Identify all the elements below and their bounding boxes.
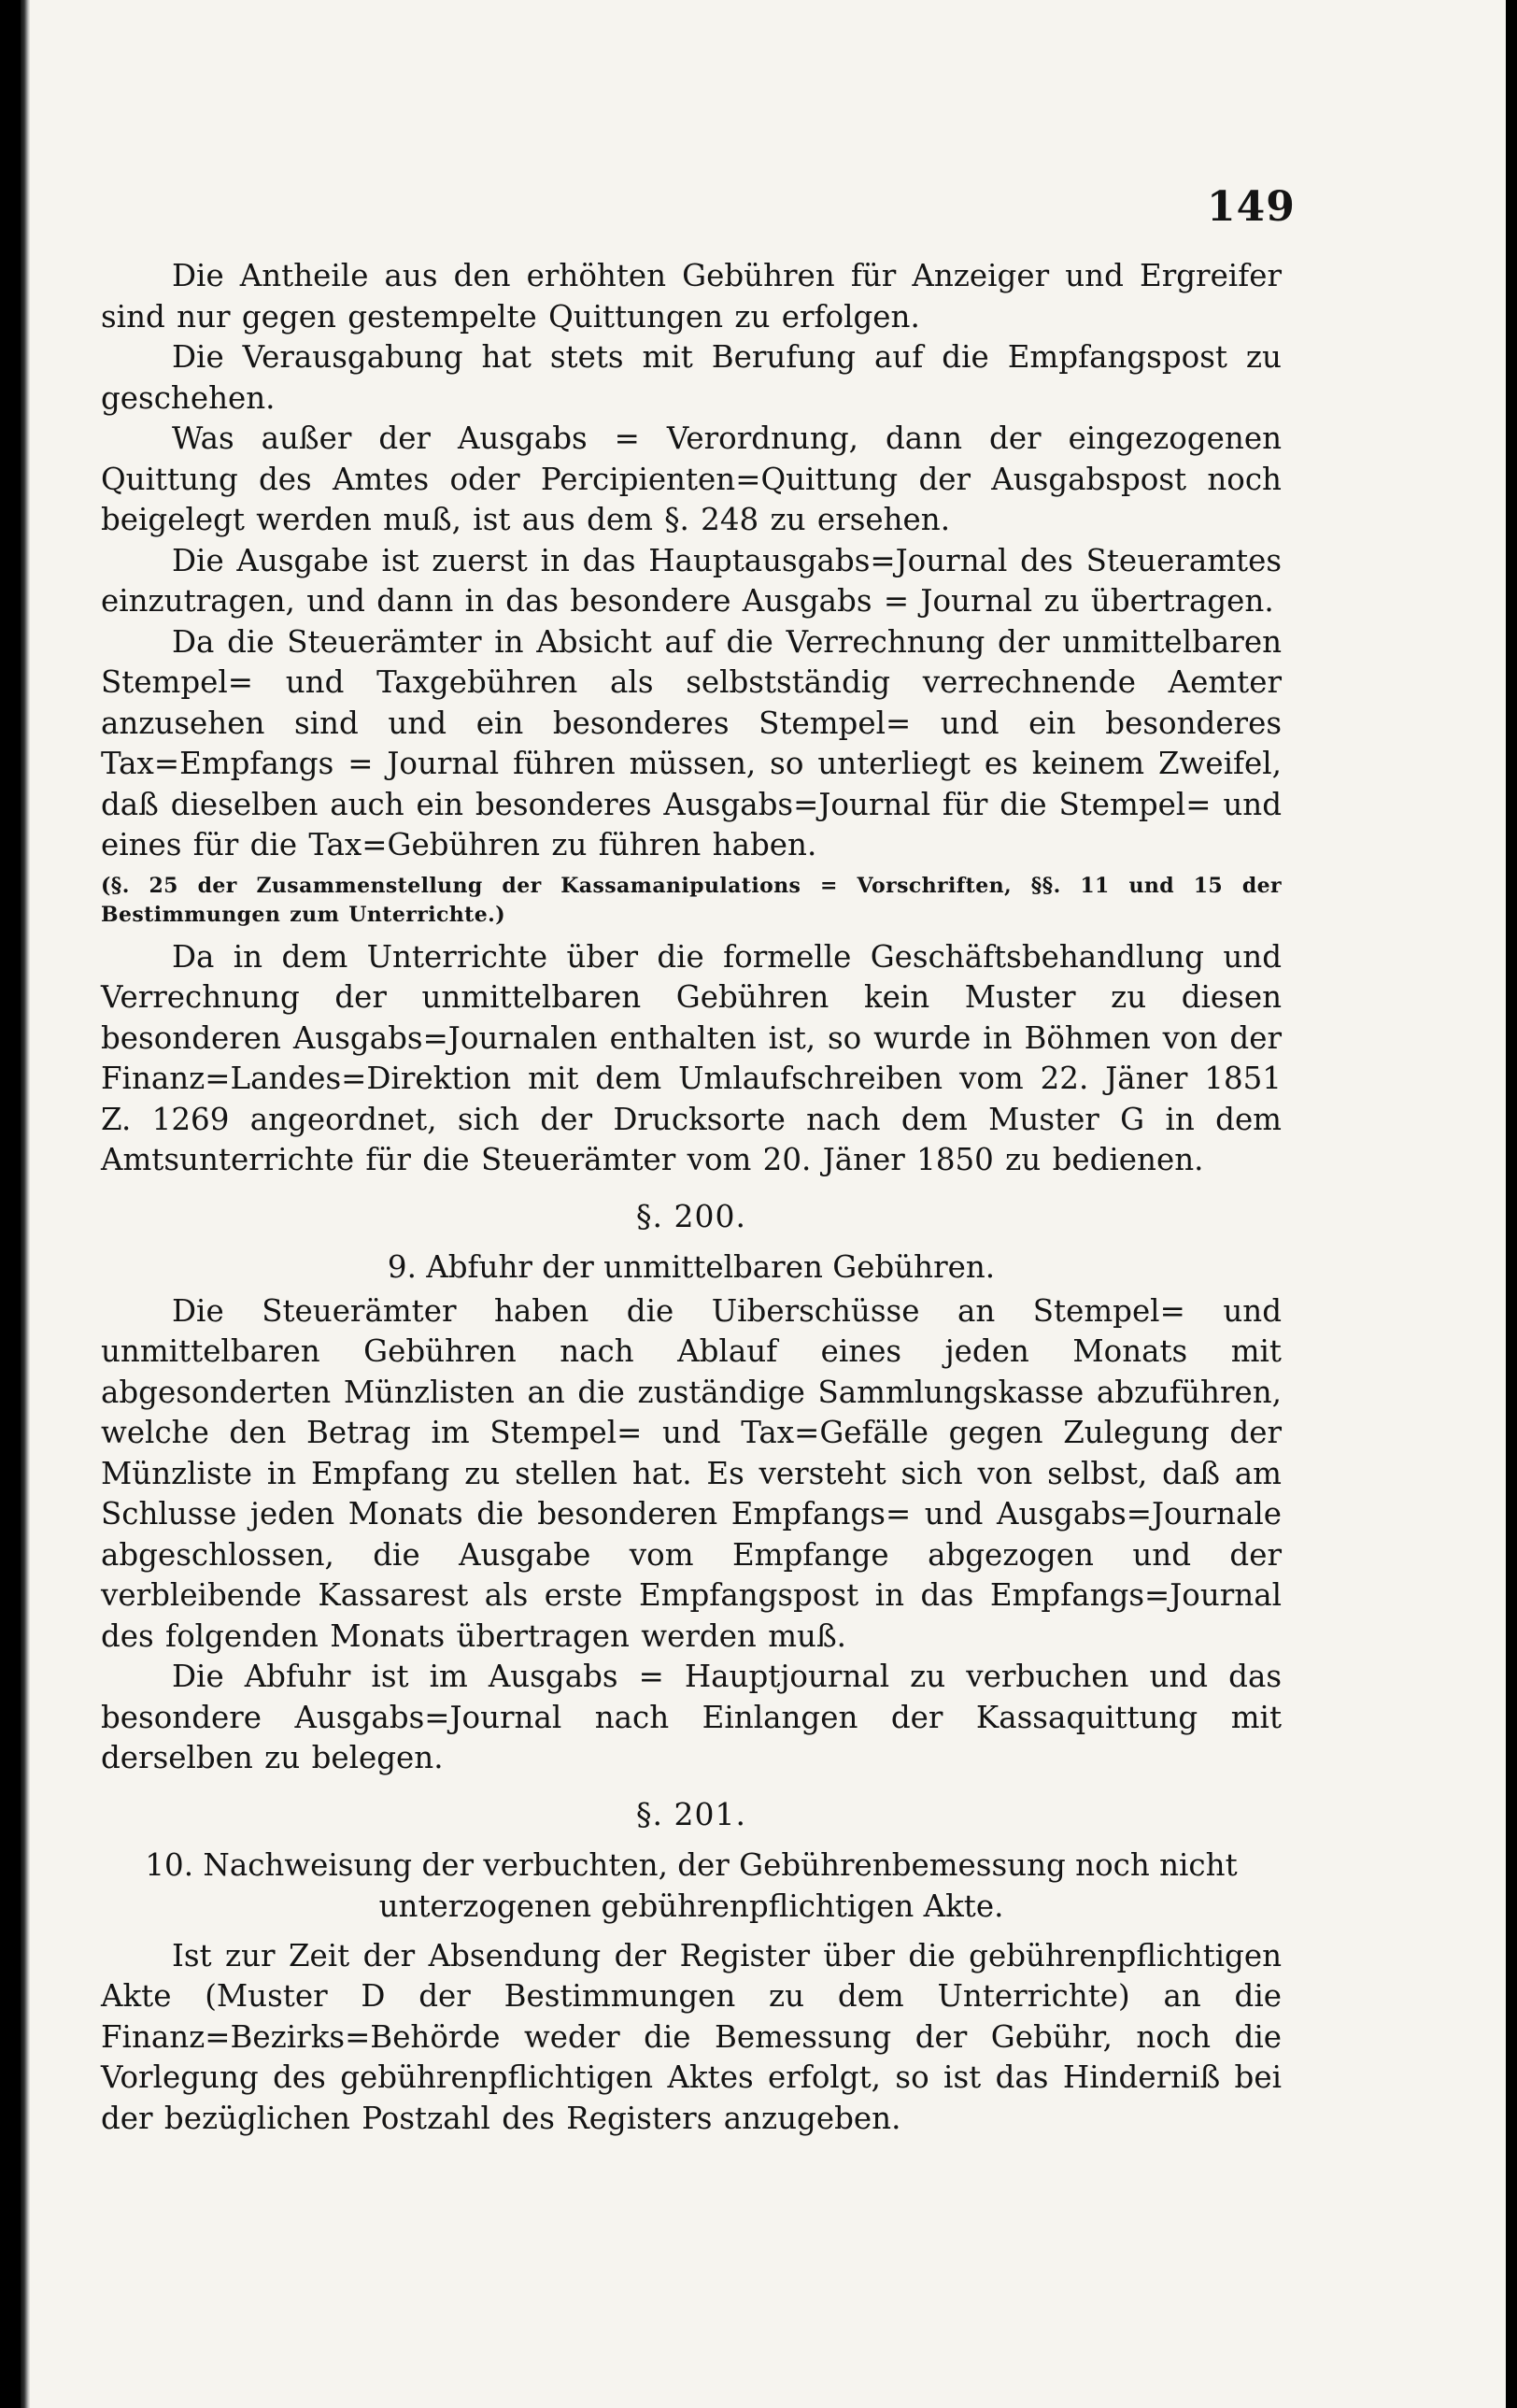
section-mark-200: §. 200. bbox=[636, 1197, 746, 1234]
page-number: 149 bbox=[1207, 183, 1296, 231]
paragraph: Die Ausgabe ist zuerst in das Hauptausgabs=Journal des Steueramtes einzutragen, und dann in das besondere Ausgabs = Journal zu übertragen. bbox=[101, 542, 1282, 619]
section-mark-201: §. 201. bbox=[636, 1795, 746, 1832]
paragraph: Da die Steuerämter in Absicht auf die Verrechnung der unmittelbaren Stempel= und Taxgebühren als selbstständig verrechnende Aemter anzusehen sind und ein besonderes Stempel= und ein besonderes Tax=Empfangs = Journal führen müssen, so unterliegt es keinem Zweifel, daß dieselben auch ein besonderes Ausgabs=Journal für die Stempel= und eines für die Tax=Gebühren zu führen haben. bbox=[101, 623, 1282, 862]
section-title-201: 10. Nachweisung der verbuchten, der Gebührenbemessung noch nicht unterzogenen gebührenpflichtigen Akte. bbox=[145, 1846, 1238, 1924]
paragraph: Die Steuerämter haben die Uiberschüsse an Stempel= und unmittelbaren Gebühren nach Ablauf eines jeden Monats mit abgesonderten Münzlisten an die zuständige Sammlungskasse abzuführen, welche den Betrag im Stempel= und Tax=Gefälle gegen Zulegung der Münzliste in Empfang zu stellen hat. Es versteht sich von selbst, daß am Schlusse jeden Monats die besonderen Empfangs= und Ausgabs=Journale abgeschlossen, die Ausgabe vom Empfange abgezogen und der verbleibende Kassarest als erste Empfangspost in das Empfangs=Journal des folgenden Monats übertragen werden muß. bbox=[101, 1292, 1282, 1654]
paragraph: Die Verausgabung hat stets mit Berufung auf die Empfangspost zu geschehen. bbox=[101, 339, 1282, 416]
paragraph: Da in dem Unterrichte über die formelle Geschäftsbehandlung und Verrechnung der unmittelbaren Gebühren kein Muster zu diesen besonderen Ausgabs=Journalen enthalten ist, so wurde in Böhmen von der Finanz=Landes=Direktion mit dem Umlaufschreiben vom 22. Jäner 1851 Z. 1269 angeordnet, sich der Drucksorte nach dem Muster G in dem Amtsunterrichte für die Steuerämter vom 20. Jäner 1850 zu bedienen. bbox=[101, 938, 1282, 1177]
body-text bbox=[101, 256, 1282, 2139]
paragraph: Die Antheile aus den erhöhten Gebühren für Anzeiger und Ergreifer sind nur gegen gestempelte Quittungen zu erfolgen. bbox=[101, 258, 1282, 335]
footnote-reference: (§. 25 der Zusammenstellung der Kassamanipulations = Vorschriften, §§. 11 und 15 der Bestimmungen zum Unterrichte.) bbox=[101, 873, 1282, 927]
section-title-200: 9. Abfuhr der unmittelbaren Gebühren. bbox=[387, 1248, 996, 1285]
book-page bbox=[21, 0, 1506, 2408]
paragraph: Die Abfuhr ist im Ausgabs = Hauptjournal zu verbuchen und das besondere Ausgabs=Journal nach Einlangen der Kassaquittung mit derselben zu belegen. bbox=[101, 1659, 1282, 1775]
paragraph: Ist zur Zeit der Absendung der Register über die gebührenpflichtigen Akte (Muster D der Bestimmungen zu dem Unterrichte) an die Finanz=Bezirks=Behörde weder die Bemessung der Gebühr, noch die Vorlegung des gebührenpflichtigen Aktes erfolgt, so ist das Hinderniß bei der bezüglichen Postzahl des Registers anzugeben. bbox=[101, 1937, 1282, 2136]
paragraph: Was außer der Ausgabs = Verordnung, dann der eingezogenen Quittung des Amtes oder Percipienten=Quittung der Ausgabspost noch beigelegt werden muß, ist aus dem §. 248 zu ersehen. bbox=[101, 420, 1282, 537]
page-binding-edge bbox=[21, 0, 30, 2408]
